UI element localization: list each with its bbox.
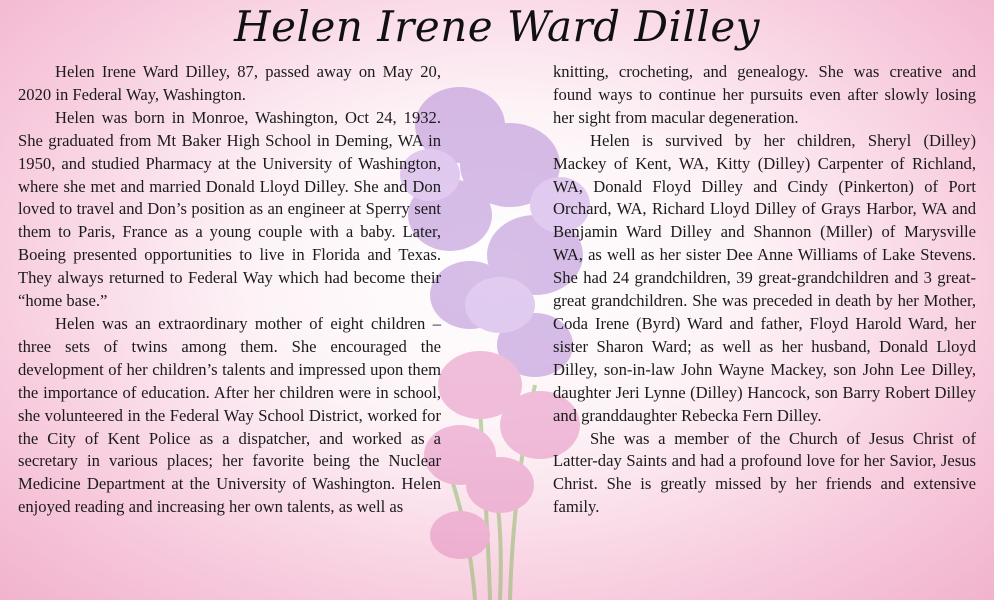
paragraph: She was a member of the Church of Jesus Christ of Latter-day Saints and had a profound love for her Savior, Jesus Christ. She is greatly missed by her friends and extensive family. [553,428,976,517]
obituary-title: Helen Irene Ward Dilley [234,2,760,51]
paragraph: Helen was born in Monroe, Washington, Oct 24, 1932. She graduated from Mt Baker High School in Deming, WA in 1950, and studied Pharmacy at the University of Washington, where she met and married Donald Lloyd Dilley. She and Don loved to travel and Don’s position as an engineer at Sperry sent them to Paris, France as a young couple with a baby. Later, Boeing presented opportunities to live in Florida and Texas. They always returned to Federal Way which had become their “home base.” [18,107,441,311]
left-text-column [18,61,441,519]
paragraph: Helen Irene Ward Dilley, 87, passed away on May 20, 2020 in Federal Way, Washington. [18,62,441,104]
paragraph: Helen is survived by her children, Sheryl (Dilley) Mackey of Kent, WA, Kitty (Dilley) Carpenter of Richland, WA, Donald Floyd Dilley and Cindy (Pinkerton) of Port Orchard, WA, Richard Lloyd Dilley of Grays Harbor, WA and Benjamin Ward Dilley and Shannon (Miller) of Marysville WA, as well as her sister Dee Anne Williams of Lake Stevens. She had 24 grandchildren, 39 great-grandchildren and 3 great-great grandchildren. She was preceded in death by her Mother, Coda Irene (Byrd) Ward and father, Floyd Harold Ward, her sister Sharon Ward; as well as her husband, Donald Lloyd Dilley, son-in-law John Wayne Mackey, son John Lee Dilley, daughter Jeri Lynne (Dilley) Hancock, son Barry Robert Dilley and granddaughter Rebecka Fern Dilley. [553,130,976,425]
right-text-column [553,61,976,519]
paragraph: Helen was an extraordinary mother of eight children – three sets of twins among them. She encouraged the development of her children’s talents and impressed upon them the importance of education. After her children were in school, she volunteered in the Federal Way School District, worked for the City of Kent Police as a dispatcher, and worked as a secretary in various places; her favorite being the Nuclear Medicine Department at the University of Washington. Helen enjoyed reading and increasing her own talents, as well as [18,313,441,517]
paragraph: knitting, crocheting, and genealogy. She was creative and found ways to continue her pursuits even after slowly losing her sight from macular degeneration. [553,62,976,127]
